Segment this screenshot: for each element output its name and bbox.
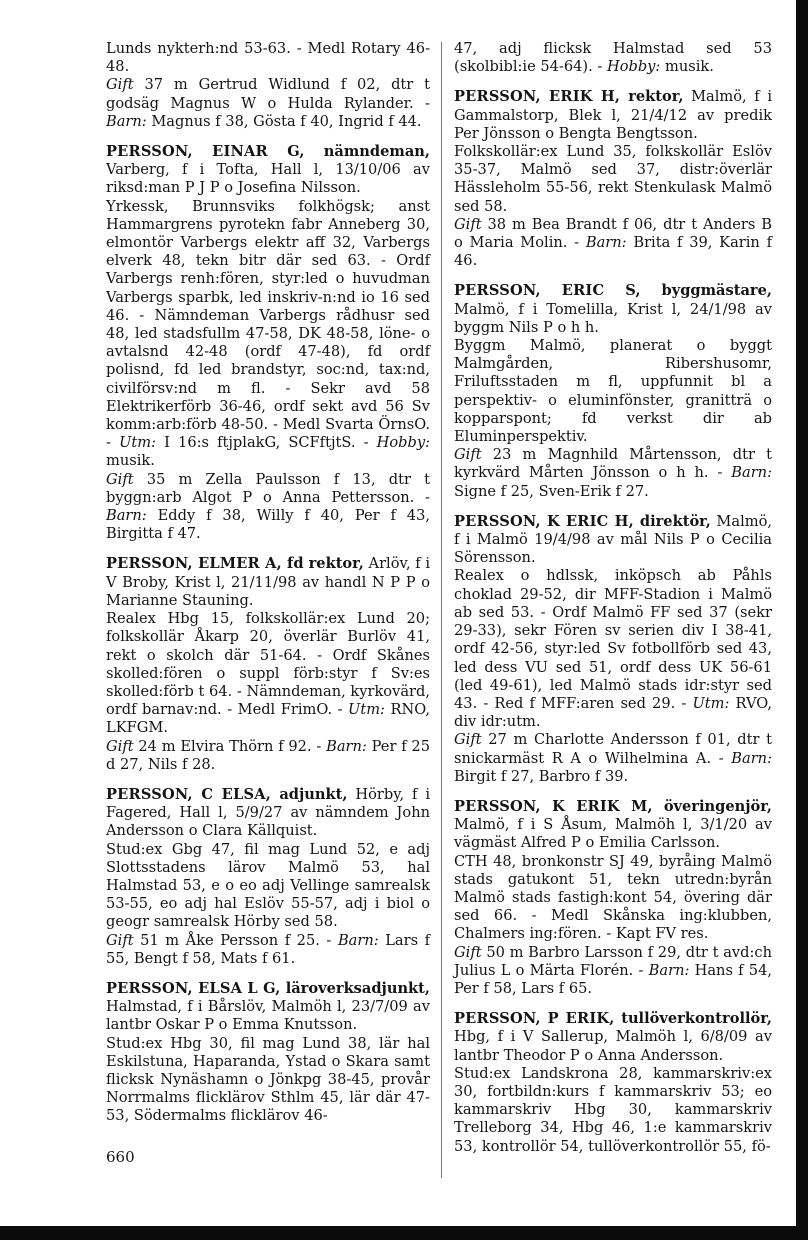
gift-label: Gift — [454, 446, 482, 464]
gift-label: Gift — [454, 215, 482, 233]
intro-text: Malmö, f i S Åsum, Malmöh l, 3/1/20 av vägmäst Alfred P o Emilia Carlsson. — [454, 816, 772, 852]
entry-heading — [106, 786, 347, 803]
person-name: PERSSON, C ELSA, — [106, 785, 271, 803]
person-title: rektor, — [628, 88, 684, 106]
entry-intro — [106, 980, 430, 1035]
left-column — [106, 40, 430, 1126]
entry-eric-s — [454, 282, 772, 500]
entry-heading — [454, 282, 772, 299]
utm-text: I 16:s ftjplakG, SCFftjtS. - — [164, 434, 369, 452]
barn-text: Per f 25 d 27, Nils f 28. — [106, 737, 430, 773]
career-text — [106, 198, 430, 471]
entry-intro — [454, 1010, 772, 1065]
entry-heading — [454, 88, 683, 105]
body-text: Realex Hbg 15, folkskollär:ex Lund 20; folkskollär Åkarp 20, överlär Burlöv 41, rekt o skolch där 51-64. - Ordf Skånes skolled:fören o suppl förb:styr f Sv:es skolled:förb t 64. - Nämndeman, kyrkovärd, ordf barnav:nd. - Medl FrimO. - — [106, 610, 430, 719]
person-name: PERSSON, ERIK H, — [454, 88, 621, 106]
entry-elmer-a — [106, 555, 430, 773]
barn-text: Hans f 54, Per f 58, Lars f 65. — [454, 961, 773, 997]
column-divider — [441, 42, 442, 1178]
entry-c-elsa — [106, 786, 430, 968]
person-name: PERSSON, ELSA L G, — [106, 979, 281, 997]
scan-edge-bottom — [0, 1226, 808, 1240]
intro-text: Malmö, f i Tomelilla, Krist l, 24/1/98 av byggm Nils P o h h. — [454, 300, 772, 336]
entry-intro — [106, 555, 430, 610]
barn-label: Barn: — [106, 507, 147, 525]
right-column — [454, 40, 772, 1156]
family-text — [454, 446, 772, 501]
hobby-label: Hobby: — [606, 58, 661, 76]
career-text — [454, 567, 772, 731]
family-text — [454, 944, 772, 999]
gift-label: Gift — [106, 931, 134, 949]
entry-text — [454, 40, 772, 76]
gift-text: 35 m Zella Paulsson f 13, dtr t byggn:arb Algot P o Anna Pettersson. - — [106, 470, 430, 506]
barn-text: Signe f 25, Sven-Erik f 27. — [454, 482, 649, 500]
continuation-text: 47, adj flicksk Halmstad sed 53 (skolbibl:ie 54-64). - — [454, 40, 772, 76]
entry-elsa-lg — [106, 980, 430, 1126]
person-title: nämndeman, — [323, 143, 430, 161]
hobby-label: Hobby: — [376, 434, 431, 452]
gift-text: 24 m Elvira Thörn f 92. - — [138, 737, 322, 755]
gift-text: 37 m Gertrud Widlund f 02, dtr t godsäg Magnus W o Hulda Rylander. - — [106, 76, 431, 112]
gift-label: Gift — [106, 737, 134, 755]
entry-einar-g — [106, 143, 430, 543]
career-text: Stud:ex Gbg 47, fil mag Lund 52, e adj Slottsstadens lärov Malmö 53, hal Halmstad 53, e o eo adj Vellinge samrealsk 53-55, eo adj hal Eslöv 55-57, adj i biol o geogr samrealsk Hörby sed 58. — [106, 840, 430, 931]
gift-text: 23 m Magnhild Mårtensson, dtr t kyrkvärd Mårten Jönsson o h h. - — [454, 446, 773, 482]
entry-intro — [106, 143, 430, 198]
career-text: Byggm Malmö, planerat o byggt Malmgården, Ribershusomr, Friluftsstaden m fl, uppfunnit bl a perspektiv- o eluminfönster, granitträ o kopparspont; fd verkst dir ab Eluminperspektiv. — [454, 337, 772, 446]
entry-heading — [454, 798, 772, 815]
barn-text: Magnus f 38, Gösta f 40, Ingrid f 44. — [151, 112, 422, 130]
entry-k-erik-m — [454, 798, 772, 998]
gift-label: Gift — [106, 470, 134, 488]
barn-label: Barn: — [731, 464, 772, 482]
family-text — [454, 216, 772, 271]
barn-text: Eddy f 38, Willy f 40, Per f 43, Birgitta f 47. — [106, 507, 430, 543]
person-name: PERSSON, EINAR G, — [106, 143, 305, 161]
intro-text: Malmö, f i Malmö 19/4/98 av mål Nils P o Cecilia Sörensson. — [454, 512, 772, 567]
career-text: Stud:ex Landskrona 28, kammarskriv:ex 30, fortbildn:kurs f kammarskriv 53; eo kammarskriv Hbg 30, kammarskriv Trelleborg 34, Hbg 46, 1:e kammarskriv 53, kontrollör 54, tullöverkontrollör 55, fö- — [454, 1064, 772, 1155]
career-text: Stud:ex Hbg 30, fil mag Lund 38, lär hal Eskilstuna, Haparanda, Ystad o Skara samt flicksk Nynäshamn o Jönkpg 38-45, provår Norrmalms flicklärov Sthlm 45, lär där 47-53, Södermalms flicklärov 46- — [106, 1034, 430, 1125]
person-title: fd rektor, — [287, 555, 364, 573]
person-name: PERSSON, P ERIK, — [454, 1010, 615, 1028]
entry-intro — [106, 786, 430, 841]
entry-heading — [106, 980, 430, 997]
body-text: Yrkessk, Brunnsviks folkhögsk; anst Hammargrens pyrotekn fabr Anneberg 30, elmontör Varbergs elektr aff 32, Varbergs elverk 48, tekn bitr där sed 63. - Ordf Varbergs renh:fören, styr:led o huvudman Varbergs sparbk, led inskriv-n:nd io 16 sed 46. - Nämndeman Varbergs rådhusr sed 48, led stadsfullm 47-58, DK 48-58, löne- o avtalsnd 42-48 (ordf 47-48), fd ordf polisnd, fd led brandstyr, soc:nd, tax:nd, civilförsv:nd m fl. - Sekr avd 58 Elektrikerförb 36-46, ordf sekt avd 56 Sv komm:arb:förb 48-50. - Medl Svarta ÖrnsO. - — [106, 197, 430, 452]
gift-label: Gift — [454, 943, 482, 961]
entry-k-eric-h — [454, 513, 772, 786]
family-text — [106, 738, 430, 774]
person-title: direktör, — [639, 512, 711, 530]
entry-heading — [454, 1010, 772, 1027]
barn-label: Barn: — [106, 112, 147, 130]
barn-text: Birgit f 27, Barbro f 39. — [454, 767, 629, 785]
gift-text: 38 m Bea Brandt f 06, dtr t Anders B o Maria Molin. - — [454, 215, 772, 252]
intro-text: Hbg, f i V Sallerup, Malmöh l, 6/8/09 av lantbr Theodor P o Anna Andersson. — [454, 1028, 772, 1064]
utm-label: Utm: — [348, 701, 385, 719]
gift-text: 27 m Charlotte Andersson f 01, dtr t snickarmäst R A o Wilhelmina A. - — [454, 731, 772, 767]
person-title: adjunkt, — [279, 785, 348, 803]
entry-heading — [454, 513, 711, 530]
hobby-text: musik. — [664, 58, 714, 76]
hobby-text: musik. — [106, 452, 155, 470]
entry-intro — [454, 798, 772, 853]
utm-text: RVO, div idr:utm. — [454, 694, 773, 731]
person-name: PERSSON, ERIC S, — [454, 282, 641, 300]
career-text — [106, 610, 430, 737]
family-text — [106, 932, 430, 968]
entry-intro — [454, 88, 772, 143]
person-title: byggmästare, — [661, 282, 772, 300]
body-text: Realex o hdlssk, inköpsch ab Påhls choklad 29-52, dir MFF-Stadion i Malmö ab sed 53. - Ordf Malmö FF sed 37 (sekr 29-33), sekr Fören sv serien div I 38-41, ordf 42-56, styr:led Sv fotbollförb sed 43, led dess VU sed 51, ordf dess UK 56-61 (led 49-61), led Malmö stads idr:styr sed 43. - Red f MFF:aren sed 29. - — [454, 567, 772, 712]
gift-label: Gift — [106, 76, 134, 94]
barn-text: Brita f 39, Karin f 46. — [454, 234, 772, 270]
barn-label: Barn: — [648, 961, 690, 979]
barn-label: Barn: — [585, 234, 627, 252]
family-text — [106, 471, 430, 544]
gift-label: Gift — [454, 731, 482, 749]
intro-text: Arlöv, f i V Broby, Krist l, 21/11/98 av handl N P P o Marianne Stauning. — [106, 555, 430, 609]
entry-continuation-left — [106, 40, 430, 131]
gift-text: 50 m Barbro Larsson f 29, dtr t avd:ch Julius L o Märta Florén. - — [454, 943, 773, 979]
scan-edge-right — [796, 0, 808, 1240]
entry-intro — [454, 513, 772, 568]
entry-p-erik — [454, 1010, 772, 1156]
person-name: PERSSON, ELMER A, — [106, 555, 282, 573]
person-title: tullöverkontrollör, — [621, 1010, 772, 1028]
gift-text: 51 m Åke Persson f 25. - — [140, 931, 332, 949]
entry-heading — [106, 555, 364, 572]
career-text: Folkskollär:ex Lund 35, folkskollär Eslöv 35-37, Malmö sed 37, distr:överlär Hässleholm 55-56, rekt Stenkulask Malmö sed 58. — [454, 143, 772, 215]
intro-text: Varberg, f i Tofta, Hall l, 13/10/06 av riksd:man P J P o Josefina Nilsson. — [106, 161, 430, 197]
entry-erik-h — [454, 88, 772, 270]
entry-continuation-right — [454, 40, 772, 76]
person-name: PERSSON, K ERIK M, — [454, 797, 653, 815]
entry-intro — [454, 282, 772, 337]
career-text: CTH 48, bronkonstr SJ 49, byråing Malmö stads gatukont 51, tekn utredn:byrån Malmö stads fastigh:kont 54, övering där sed 66. - Medl Skånska ing:klubben, Chalmers ing:fören. - Kapt FV res. — [454, 852, 772, 943]
entry-heading — [106, 143, 430, 160]
intro-text: Malmö, f i Gammalstorp, Blek l, 21/4/12 av predik Per Jönsson o Bengta Bengtsson. — [454, 88, 772, 142]
intro-text: Halmstad, f i Bårslöv, Malmöh l, 23/7/09 av lantbr Oskar P o Emma Knutsson. — [106, 998, 430, 1034]
family-text — [106, 76, 430, 131]
utm-label: Utm: — [692, 694, 730, 712]
page-number: 660 — [106, 1148, 135, 1166]
utm-text: RNO, LKFGM. — [106, 701, 430, 737]
barn-label: Barn: — [337, 931, 379, 949]
family-text — [454, 731, 772, 786]
person-title: överingenjör, — [663, 797, 772, 815]
utm-label: Utm: — [119, 434, 156, 452]
barn-label: Barn: — [731, 749, 772, 767]
person-name: PERSSON, K ERIC H, — [454, 512, 634, 530]
barn-label: Barn: — [326, 737, 367, 755]
entry-text: Lunds nykterh:nd 53-63. - Medl Rotary 46-48. — [106, 40, 430, 76]
person-title: läroverksadjunkt, — [285, 979, 430, 997]
intro-text: Hörby, f i Fagered, Hall l, 5/9/27 av nämndem John Andersson o Clara Källquist. — [106, 785, 430, 840]
barn-text: Lars f 55, Bengt f 58, Mats f 61. — [106, 931, 431, 967]
